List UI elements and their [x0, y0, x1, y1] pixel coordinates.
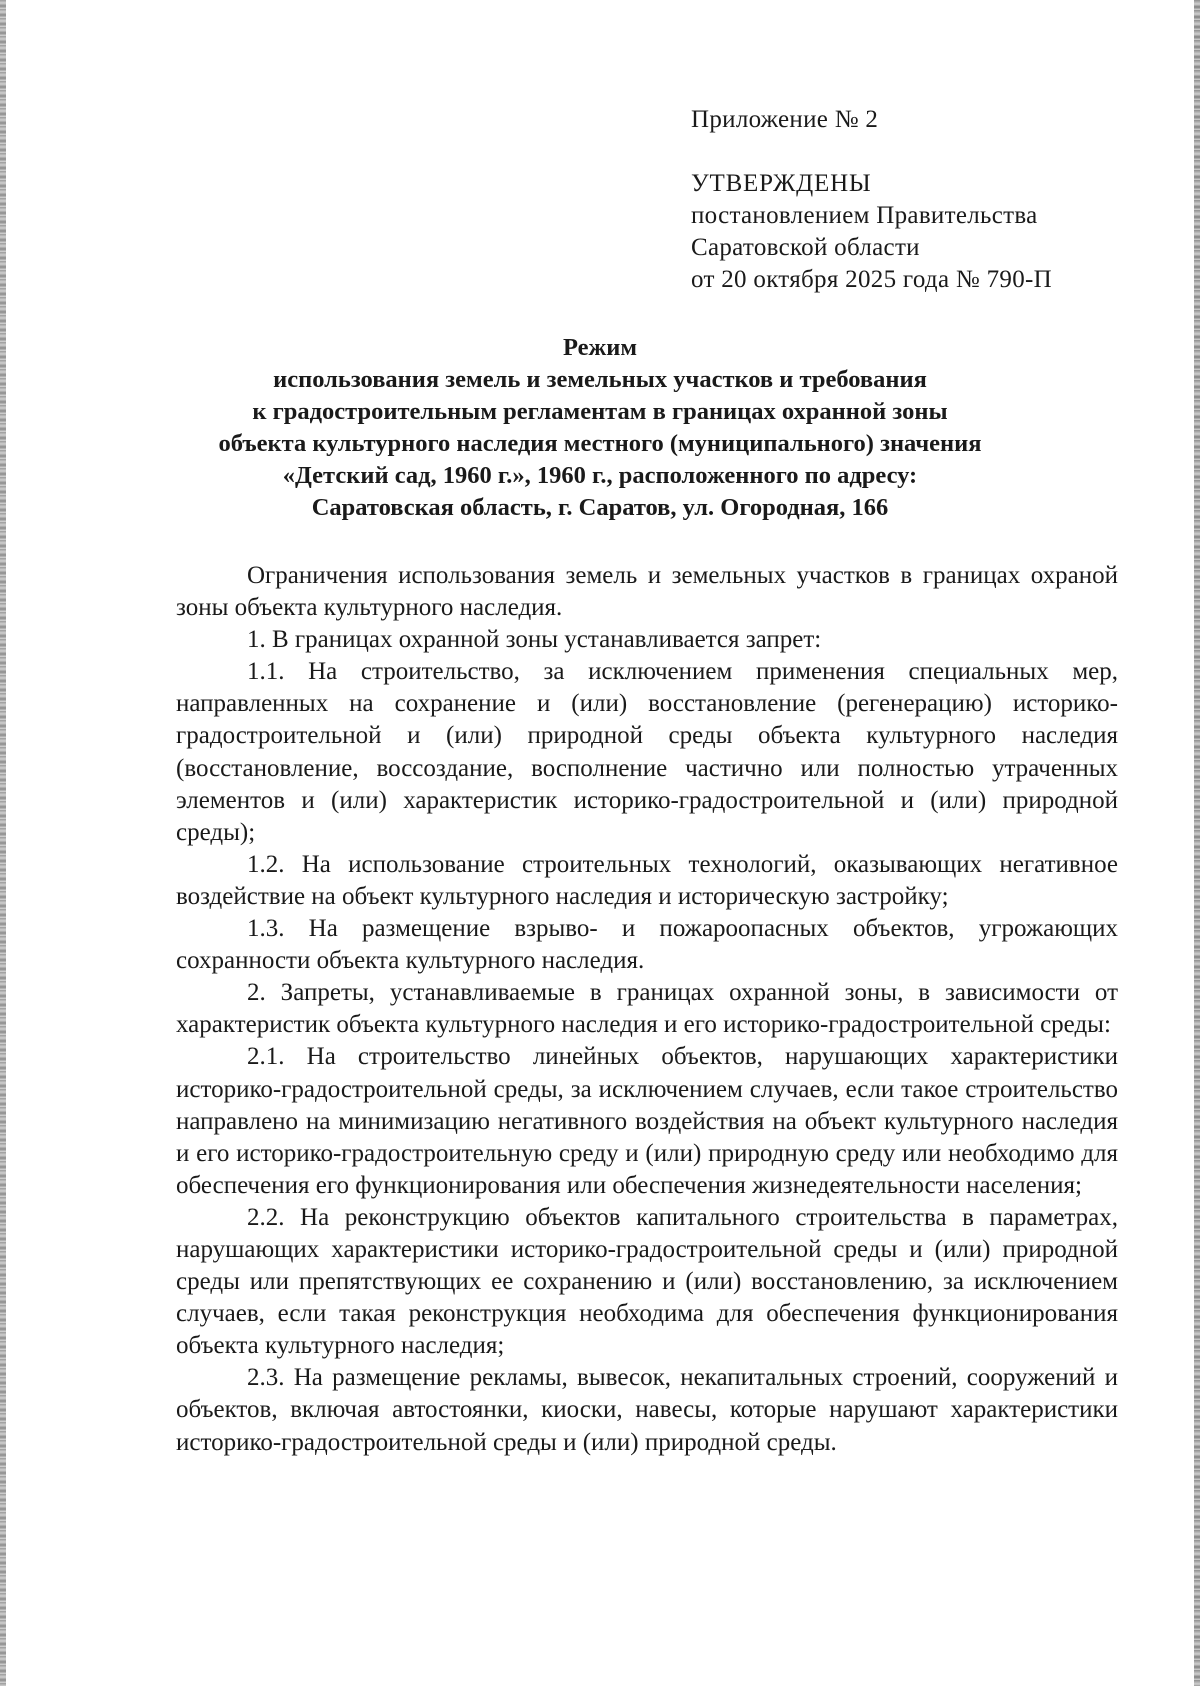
document-body: [176, 560, 1118, 1459]
paragraph-intro: Ограничения использования земель и земельных участков в границах охраной зоны объекта культурного наследия.: [176, 562, 1118, 622]
title-line-3: к градостроительным регламентам в границах охранной зоны: [252, 398, 948, 425]
paragraph-1-2: 1.2. На использование строительных технологий, оказывающих негативное воздействие на объект культурного наследия и историческую застройку;: [176, 850, 1118, 910]
document-title: [170, 332, 1030, 524]
paragraph-2-1: 2.1. На строительство линейных объектов, нарушающих характеристики историко-градостроительной среды, за исключением случаев, если такое строительство направлено на минимизацию негативного воздействия на объект культурного наследия и его историко-градостроительную среду и (или) природную среду или необходимо для обеспечения его функционирования или обеспечения жизнедеятельности населения;: [176, 1043, 1118, 1199]
title-line-5: «Детский сад, 1960 г.», 1960 г., расположенного по адресу:: [282, 462, 918, 489]
scan-edge-right: [1194, 0, 1200, 1686]
approved-date: от 20 октября 2025 года № 790-П: [691, 266, 1052, 293]
paragraph-2-2: 2.2. На реконструкцию объектов капитального строительства в параметрах, нарушающих характеристики историко-градостроительной среды и (или) природной среды или препятствующих ее сохранению и (или) восстановлению, за исключением случаев, если такая реконструкция необходима для обеспечения функционирования объекта культурного наследия;: [176, 1203, 1118, 1360]
paragraph-2: 2. Запреты, устанавливаемые в границах охранной зоны, в зависимости от характеристик объекта культурного наследия и его историко-градостроительной среды:: [176, 979, 1118, 1039]
approved-label: УТВЕРЖДЕНЫ: [691, 170, 872, 197]
approved-by-line1: постановлением Правительства: [691, 202, 1038, 229]
paragraph-1-1: 1.1. На строительство, за исключением применения специальных мер, направленных на сохранение и (или) восстановление (регенерацию) историко-градостроительной и (или) природной среды объекта культурного наследия (восстановление, воссоздание, восполнение частично или полностью утраченных элементов и (или) характеристик историко-градостроительной и (или) природной среды);: [176, 658, 1118, 846]
annex-number: Приложение № 2: [691, 106, 879, 133]
approved-by-line2: Саратовской области: [691, 234, 920, 261]
approval-block: [691, 104, 1111, 296]
paragraph-1: 1. В границах охранной зоны устанавливается запрет:: [247, 626, 822, 654]
paragraph-1-3: 1.3. На размещение взрыво- и пожароопасных объектов, угрожающих сохранности объекта культурного наследия.: [176, 915, 1118, 975]
title-line-1: Режим: [562, 334, 638, 361]
scan-edge-left: [0, 0, 6, 1686]
title-line-4: объекта культурного наследия местного (муниципального) значения: [218, 430, 982, 457]
title-line-6: Саратовская область, г. Саратов, ул. Огородная, 166: [311, 494, 889, 521]
paragraph-2-3: 2.3. На размещение рекламы, вывесок, некапитальных строений, сооружений и объектов, включая автостоянки, киоски, навесы, которые нарушают характеристики историко-градостроительной среды и (или) природной среды.: [176, 1364, 1118, 1456]
title-line-2: использования земель и земельных участков и требования: [273, 366, 927, 393]
